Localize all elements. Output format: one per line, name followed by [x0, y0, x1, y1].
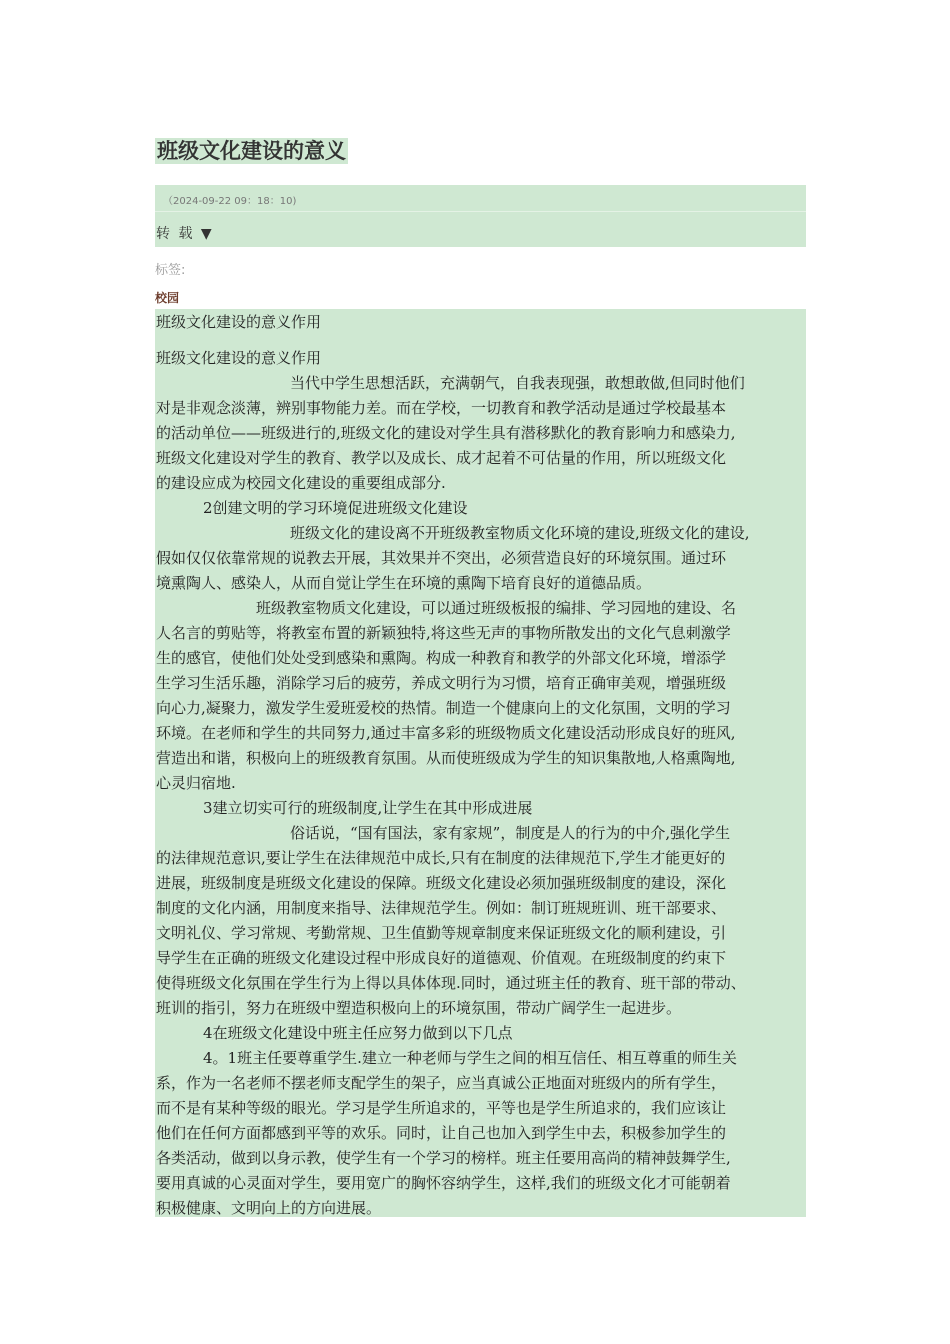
body-line: 班级教室物质文化建设，可以通过班级板报的编排、学习园地的建设、名	[256, 599, 737, 617]
page-title: 班级文化建设的意义	[157, 139, 346, 163]
body-line: 进展，班级制度是班级文化建设的保障。班级文化建设必须加强班级制度的建设，深化	[156, 874, 727, 892]
repost-button[interactable]: 转 载 ▼	[156, 226, 214, 242]
body-line: 营造出和谐，积极向上的班级教育氛围。从而使班级成为学生的知识集散地,人格熏陶地,	[156, 749, 736, 767]
timestamp: （2024-09-22 09：18：10)	[163, 196, 297, 207]
tags-label: 标签:	[155, 263, 186, 278]
body-line: 人名言的剪贴等，将教室布置的新颖独特,将这些无声的事物所散发出的文化气息刺激学	[156, 624, 731, 642]
section-heading: 2创建文明的学习环境促进班级文化建设	[203, 499, 468, 517]
body-line: 环境。在老师和学生的共同努力,通过丰富多彩的班级物质文化建设活动形成良好的班风,	[156, 724, 736, 742]
body-line: 的活动单位——班级进行的,班级文化的建设对学生具有潜移默化的教育影响力和感染力,	[156, 424, 736, 442]
body-line: 积极健康、文明向上的方向进展。	[156, 1199, 382, 1217]
body-line: 班级文化建设对学生的教育、教学以及成长、成才起着不可估量的作用，所以班级文化	[156, 449, 727, 467]
body-line: 导学生在正确的班级文化建设过程中形成良好的道德观、价值观。在班级制度的约束下	[156, 949, 727, 967]
title-highlight	[155, 138, 348, 164]
article-body	[155, 309, 806, 1217]
body-line: 向心力,凝聚力，激发学生爱班爱校的热情。制造一个健康向上的文化氛围，文明的学习	[156, 699, 731, 717]
body-line: 班级文化建设的意义作用	[156, 349, 322, 367]
body-line: 对是非观念淡薄，辨别事物能力差。而在学校，一切教育和教学活动是通过学校最基本	[156, 399, 727, 417]
body-line: 班训的指引，努力在班级中塑造积极向上的环境氛围，带动广阔学生一起进步。	[156, 999, 682, 1017]
body-line: 假如仅仅依靠常规的说教去开展，其效果并不突出，必须营造良好的环境氛围。通过环	[156, 549, 727, 567]
body-line: 的法律规范意识,要让学生在法律规范中成长,只有在制度的法律规范下,学生才能更好的	[156, 849, 726, 867]
body-line: 的建设应成为校园文化建设的重要组成部分.	[156, 474, 446, 492]
body-line: 4。1班主任要尊重学生.建立一种老师与学生之间的相互信任、相互尊重的师生关	[203, 1049, 737, 1067]
body-line: 心灵归宿地.	[156, 774, 236, 792]
section-heading: 4在班级文化建设中班主任应努力做到以下几点	[203, 1024, 513, 1042]
body-line: 系，作为一名老师不摆老师支配学生的架子，应当真诚公正地面对班级内的所有学生，	[156, 1074, 727, 1092]
body-line: 各类活动，做到以身示教，使学生有一个学习的榜样。班主任要用高尚的精神鼓舞学生,	[156, 1149, 731, 1167]
body-line: 文明礼仪、学习常规、考勤常规、卫生值勤等规章制度来保证班级文化的顺利建设，引	[156, 924, 727, 942]
body-line: 境熏陶人、感染人，从而自觉让学生在环境的熏陶下培育良好的道德品质。	[156, 574, 652, 592]
tag-link[interactable]: 校园	[155, 291, 180, 305]
body-line: 生的感官，使他们处处受到感染和熏陶。构成一种教育和教学的外部文化环境，增添学	[156, 649, 727, 667]
body-line: 班级文化的建设离不开班级教室物质文化环境的建设,班级文化的建设,	[290, 524, 750, 542]
section-heading: 3建立切实可行的班级制度,让学生在其中形成进展	[203, 799, 533, 817]
body-line: 使得班级文化氛围在学生行为上得以具体体现.同时，通过班主任的教育、班干部的带动、	[156, 974, 746, 992]
divider	[155, 211, 806, 212]
body-line: 班级文化建设的意义作用	[156, 313, 322, 331]
body-line: 当代中学生思想活跃，充满朝气，自我表现强，敢想敢做,但同时他们	[290, 374, 745, 392]
body-line: 而不是有某种等级的眼光。学习是学生所追求的，平等也是学生所追求的，我们应该让	[156, 1099, 727, 1117]
meta-box	[155, 185, 806, 247]
body-line: 制度的文化内涵，用制度来指导、法律规范学生。例如：制订班规班训、班干部要求、	[156, 899, 727, 917]
body-line: 要用真诚的心灵面对学生，要用宽广的胸怀容纳学生，这样,我们的班级文化才可能朝着	[156, 1174, 731, 1192]
body-line: 生学习生活乐趣，消除学习后的疲劳，养成文明行为习惯，培育正确审美观，增强班级	[156, 674, 727, 692]
body-line: 俗话说，“国有国法，家有家规”，制度是人的行为的中介,强化学生	[290, 824, 731, 842]
body-line: 他们在任何方面都感到平等的欢乐。同时，让自己也加入到学生中去，积极参加学生的	[156, 1124, 727, 1142]
